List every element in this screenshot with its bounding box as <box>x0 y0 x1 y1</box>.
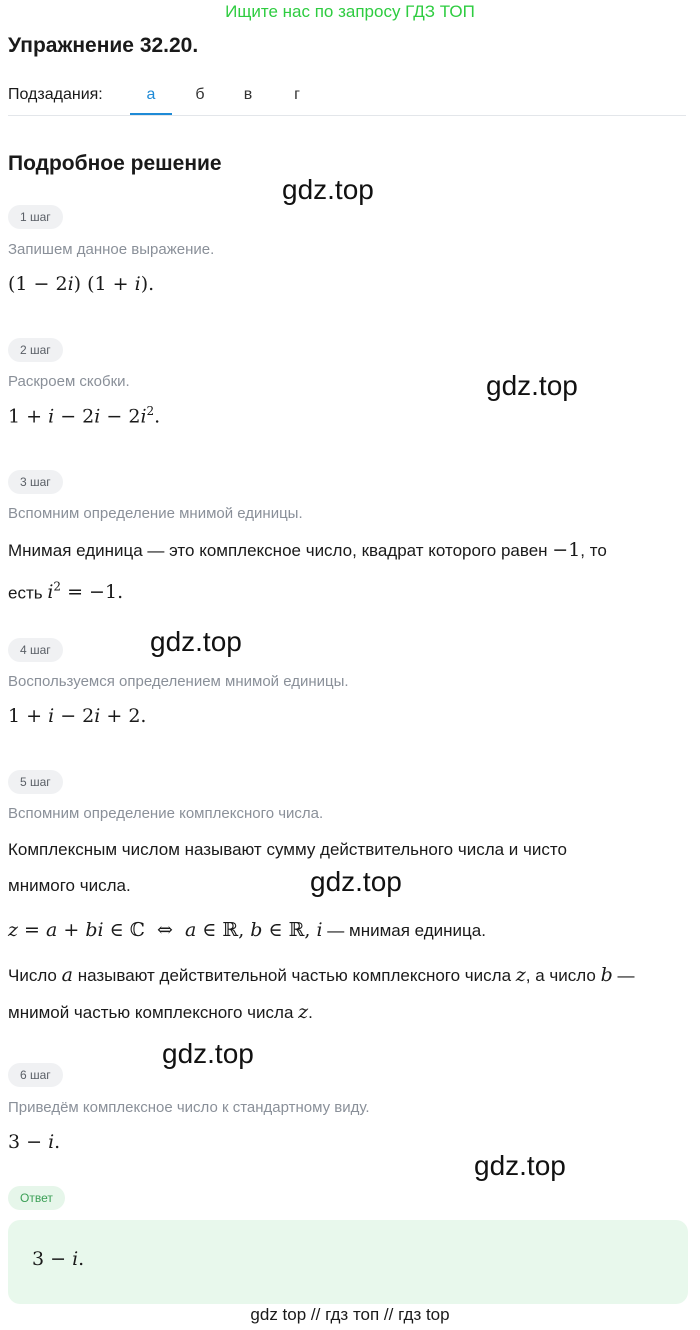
step-4-hint: Воспользуемся определением мнимой единицы. <box>8 673 349 690</box>
step-5-badge: 5 шаг <box>8 770 63 794</box>
footer: gdz top // гдз топ // гдз top <box>250 1305 450 1324</box>
tab-a[interactable]: а <box>146 86 156 103</box>
watermark: gdz.top <box>474 1150 566 1181</box>
step-1-hint: Запишем данное выражение. <box>8 241 215 258</box>
step-5-hint: Вспомним определение комплексного числа. <box>8 805 324 822</box>
step-5-parts: Число a называют действительной частью комплексного числа z, а число b — мнимой частью комплексного числа z. <box>8 964 635 1023</box>
top-banner: Ищите нас по запросу ГДЗ ТОП <box>225 2 475 21</box>
answer-badge: Ответ <box>8 1186 65 1210</box>
tab-b[interactable]: б <box>195 86 205 103</box>
step-2-formula: $1 + i - 2i - 2i^2$. <box>8 404 161 428</box>
active-tab-indicator <box>130 113 172 115</box>
step-4-badge: 4 шаг <box>8 638 63 662</box>
answer-box <box>8 1220 688 1304</box>
step-1-badge: 1 шаг <box>8 205 63 229</box>
step-2-badge: 2 шаг <box>8 338 63 362</box>
step-6-badge: 6 шаг <box>8 1063 63 1087</box>
step-1-formula: (1 − 2i) (1 + i). <box>8 273 155 295</box>
tab-v[interactable]: в <box>243 86 253 103</box>
tab-g[interactable]: г <box>294 86 300 103</box>
step-3-badge: 3 шаг <box>8 470 63 494</box>
subtasks-label: Подзадания: <box>8 86 103 103</box>
step-3-definition: Мнимая единица — это комплексное число, квадрат которого равен −1, то есть $i^2 = -1$. <box>8 539 607 604</box>
section-title: Подробное решение <box>8 152 222 175</box>
step-6-hint: Приведём комплексное число к стандартному виду. <box>8 1099 370 1116</box>
watermark: gdz.top <box>486 370 578 401</box>
tabs-divider <box>8 115 686 116</box>
page-title: Упражнение 32.20. <box>8 34 199 57</box>
step-4-formula: 1 + i − 2i + 2. <box>8 705 147 727</box>
watermark: gdz.top <box>310 866 402 897</box>
step-2-hint: Раскроем скобки. <box>8 373 130 390</box>
step-3-hint: Вспомним определение мнимой единицы. <box>8 505 303 522</box>
watermark: gdz.top <box>162 1038 254 1069</box>
step-5-formula: z = a + bi ∈ ℂ ⇔ a ∈ ℝ, b ∈ ℝ, i — мнимая единица. <box>8 919 486 941</box>
answer-formula: 3 − i. <box>32 1248 85 1270</box>
step-6-formula: 3 − i. <box>8 1131 61 1153</box>
step-5-definition: Комплексным числом называют сумму действительного числа и чисто мнимого числа. <box>8 840 567 895</box>
watermark: gdz.top <box>282 174 374 205</box>
watermark: gdz.top <box>150 626 242 657</box>
